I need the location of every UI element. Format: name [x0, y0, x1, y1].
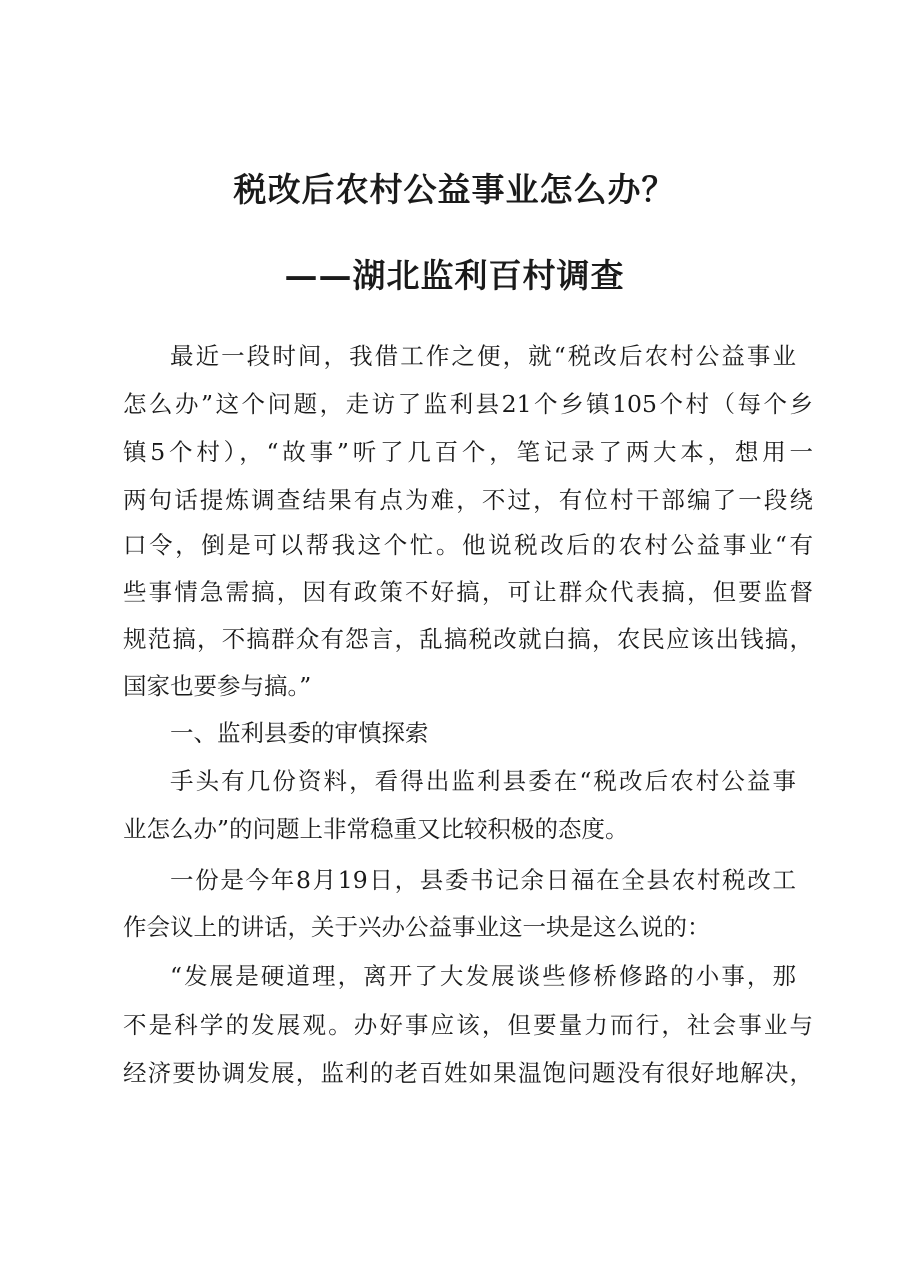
- paragraph-5-line-2: 不是科学的发展观。办好事应该，但要量力而行，社会事业与: [123, 1011, 813, 1039]
- paragraph-3-line-2: 业怎么办”的问题上非常稳重又比较积极的态度。: [123, 815, 629, 843]
- paragraph-1-line-2: 怎么办”这个问题，走访了监利县21个乡镇105个村（每个乡: [123, 390, 813, 418]
- paragraph-1-line-3: 镇5个村），“故事”听了几百个，笔记录了两大本，想用一: [123, 438, 813, 466]
- document-subtitle: ——湖北监利百村调查: [284, 256, 625, 295]
- paragraph-1-line-4: 两句话提炼调查结果有点为难，不过，有位村干部编了一段绕: [123, 486, 813, 514]
- paragraph-4-line-2: 作会议上的讲话，关于兴办公益事业这一块是这么说的：: [123, 913, 711, 941]
- paragraph-1-line-7: 规范搞，不搞群众有怨言，乱搞税改就白搞，农民应该出钱搞，: [123, 625, 813, 653]
- paragraph-4-line-1: 一份是今年8月19日，县委书记余日福在全县农村税改工: [170, 866, 796, 894]
- paragraph-5-line-1: “发展是硬道理，离开了大发展谈些修桥修路的小事，那: [170, 962, 796, 990]
- document-title: 税改后农村公益事业怎么办？: [233, 170, 676, 209]
- paragraph-1-line-8: 国家也要参与搞。”: [123, 672, 312, 700]
- paragraph-5-line-3: 经济要协调发展，监利的老百姓如果温饱问题没有很好地解决，: [123, 1059, 813, 1087]
- section-heading-1: 一、监利县委的审慎探索: [170, 719, 429, 747]
- paragraph-1-line-5: 口令，倒是可以帮我这个忙。他说税改后的农村公益事业“有: [123, 531, 813, 559]
- paragraph-1-line-1: 最近一段时间，我借工作之便，就“税改后农村公益事业: [170, 342, 796, 370]
- paragraph-1-line-6: 些事情急需搞，因有政策不好搞，可让群众代表搞，但要监督: [123, 578, 813, 606]
- paragraph-3-line-1: 手头有几份资料，看得出监利县委在“税改后农村公益事: [170, 767, 796, 795]
